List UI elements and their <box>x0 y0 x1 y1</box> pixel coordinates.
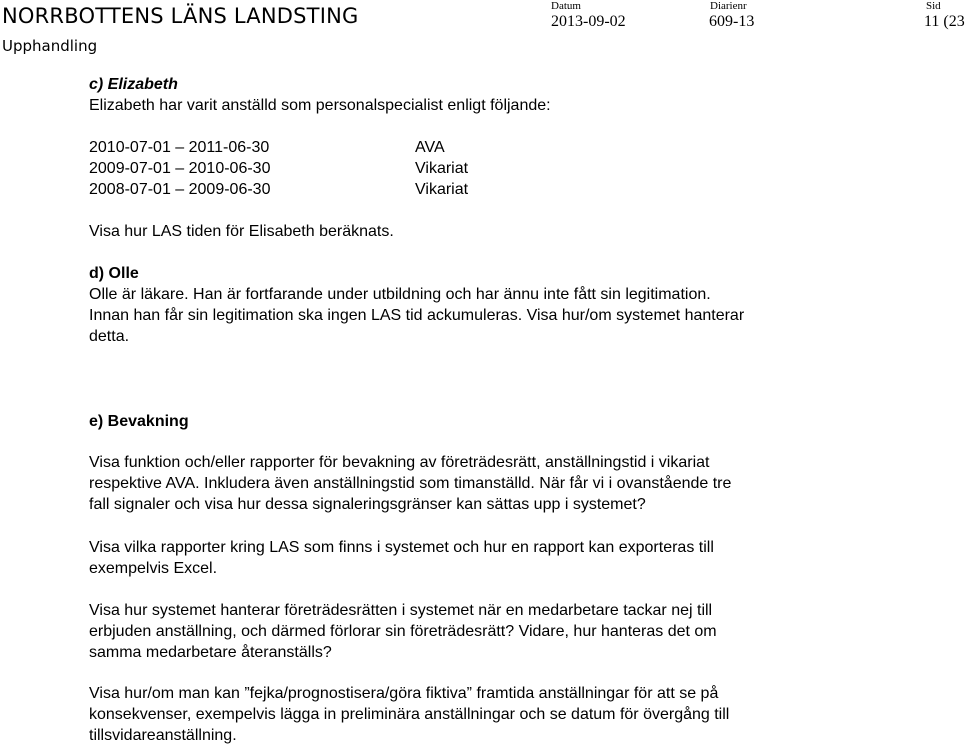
employment-period-row <box>89 179 789 200</box>
section-e-heading: e) Bevakning <box>89 413 189 430</box>
date-value: 2013-09-02 <box>551 13 626 30</box>
text-line: samma medarbetare återanställs? <box>89 644 332 661</box>
period-type: Vikariat <box>415 160 469 177</box>
employment-period-row <box>89 158 789 179</box>
page-number: 11 (23 <box>924 13 965 30</box>
section-d-text <box>89 284 744 347</box>
section-d-heading: d) Olle <box>89 265 139 282</box>
diarienr-value: 609-13 <box>709 13 755 30</box>
section-e-paragraph <box>89 452 731 515</box>
text-line: erbjuden anställning, och därmed förlorar sin företrädesrätt? Vidare, hur hanteras det om <box>89 623 717 640</box>
text-line: Visa hur systemet hanterar företrädesrätten i systemet när en medarbetare tackar nej till <box>89 602 713 619</box>
section-c-intro: Elizabeth har varit anställd som personalspecialist enligt följande: <box>89 97 551 114</box>
section-e-paragraph <box>89 600 717 663</box>
page-label: Sid <box>926 0 941 12</box>
text-line: fall signaler och visa hur dessa signaleringsgränser kan sättas upp i systemet? <box>89 496 646 513</box>
text-line: Visa funktion och/eller rapporter för bevakning av företrädesrätt, anställningstid i vikariat <box>89 454 710 471</box>
text-line: respektive AVA. Inkludera även anställningstid som timanställd. När får vi i ovanstående tre <box>89 475 732 492</box>
text-line: Visa vilka rapporter kring LAS som finns i systemet och hur en rapport kan exporteras till <box>89 539 714 556</box>
text-line: Olle är läkare. Han är fortfarande under utbildning och har ännu inte fått sin legitimation. <box>89 286 711 303</box>
diarienr-label: Diarienr <box>710 0 747 12</box>
period-type: Vikariat <box>415 181 469 198</box>
section-c-heading: c) Elizabeth <box>89 76 178 93</box>
period-range: 2010-07-01 – 2011-06-30 <box>89 139 270 156</box>
period-type: AVA <box>415 139 445 156</box>
document-header <box>0 0 965 62</box>
organization-name: NORRBOTTENS LÄNS LANDSTING <box>2 4 359 28</box>
period-range: 2009-07-01 – 2010-06-30 <box>89 160 271 177</box>
section-e-paragraph <box>89 683 729 746</box>
text-line: Innan han får sin legitimation ska ingen LAS tid ackumuleras. Visa hur/om systemet hanterar <box>89 307 745 324</box>
text-line: tillsvidareanställning. <box>89 727 237 744</box>
section-e-paragraph <box>89 537 714 579</box>
date-label: Datum <box>551 0 581 12</box>
employment-period-row <box>89 137 789 158</box>
text-line: detta. <box>89 328 130 345</box>
text-line: exempelvis Excel. <box>89 560 218 577</box>
section-c-question: Visa hur LAS tiden för Elisabeth beräknats. <box>89 223 394 240</box>
period-range: 2008-07-01 – 2009-06-30 <box>89 181 271 198</box>
text-line: konsekvenser, exempelvis lägga in preliminära anställningar och se datum för övergång till <box>89 706 730 723</box>
text-line: Visa hur/om man kan ”fejka/prognostisera/göra fiktiva” framtida anställningar för att se på <box>89 685 719 702</box>
department-name: Upphandling <box>2 37 98 55</box>
